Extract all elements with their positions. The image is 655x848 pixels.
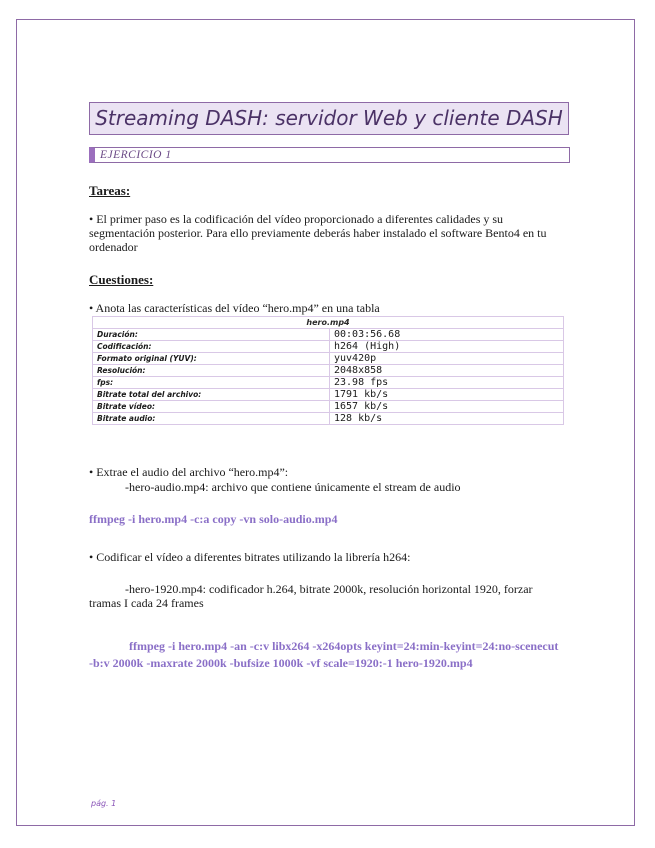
spec-key: Formato original (YUV): (93, 353, 330, 365)
table-row (93, 353, 564, 365)
table-row (93, 329, 564, 341)
question-3-text: • Codificar el vídeo a diferentes bitrates utilizando la librería h264: (89, 550, 411, 564)
spec-key: Codificación: (93, 341, 330, 353)
encode-command: ffmpeg -i hero.mp4 -an -c:v libx264 -x264opts keyint=24:min-keyint=24:no-scenecut -b:v 2000k -maxrate 2000k -bufsize 1000k -vf scale=1920:-1 hero-1920.mp4 (89, 639, 559, 670)
spec-value: 23.98 fps (330, 377, 564, 389)
table-row (93, 401, 564, 413)
audio-extract-command: ffmpeg -i hero.mp4 -c:a copy -vn solo-audio.mp4 (89, 512, 338, 526)
spec-value: 2048x858 (330, 365, 564, 377)
table-row (93, 413, 564, 425)
table-row (93, 365, 564, 377)
spec-value: 00:03:56.68 (330, 329, 564, 341)
document-title: Streaming DASH: servidor Web y cliente DASH (89, 102, 569, 135)
questions-heading: Cuestiones: (89, 272, 154, 287)
spec-key: Bitrate total del archivo: (93, 389, 330, 401)
question-2-detail: -hero-audio.mp4: archivo que contiene únicamente el stream de audio (125, 480, 461, 494)
spec-value: yuv420p (330, 353, 564, 365)
page-number: pág. 1 (91, 799, 117, 808)
exercise-label: EJERCICIO 1 (89, 147, 570, 163)
question-3-detail: -hero-1920.mp4: codificador h.264, bitrate 2000k, resolución horizontal 1920, forzar tramas I cada 24 frames (89, 582, 533, 610)
question-1-text: • Anota las características del vídeo “hero.mp4” en una tabla (89, 301, 380, 315)
video-specs-table (92, 316, 564, 425)
table-row (93, 377, 564, 389)
spec-key: Resolución: (93, 365, 330, 377)
table-header: hero.mp4 (93, 317, 564, 329)
table-row (93, 389, 564, 401)
spec-key: fps: (93, 377, 330, 389)
spec-key: Bitrate vídeo: (93, 401, 330, 413)
spec-value: 1791 kb/s (330, 389, 564, 401)
spec-value: h264 (High) (330, 341, 564, 353)
tasks-paragraph: • El primer paso es la codificación del vídeo proporcionado a diferentes calidades y su segmentación posterior. Para ello previamente deberás haber instalado el software Bento4 en tu ordenador (89, 212, 547, 254)
spec-key: Duración: (93, 329, 330, 341)
question-2-text: • Extrae el audio del archivo “hero.mp4”: (89, 465, 289, 479)
spec-value: 128 kb/s (330, 413, 564, 425)
spec-value: 1657 kb/s (330, 401, 564, 413)
table-row (93, 341, 564, 353)
spec-key: Bitrate audio: (93, 413, 330, 425)
tasks-heading: Tareas: (89, 183, 131, 198)
